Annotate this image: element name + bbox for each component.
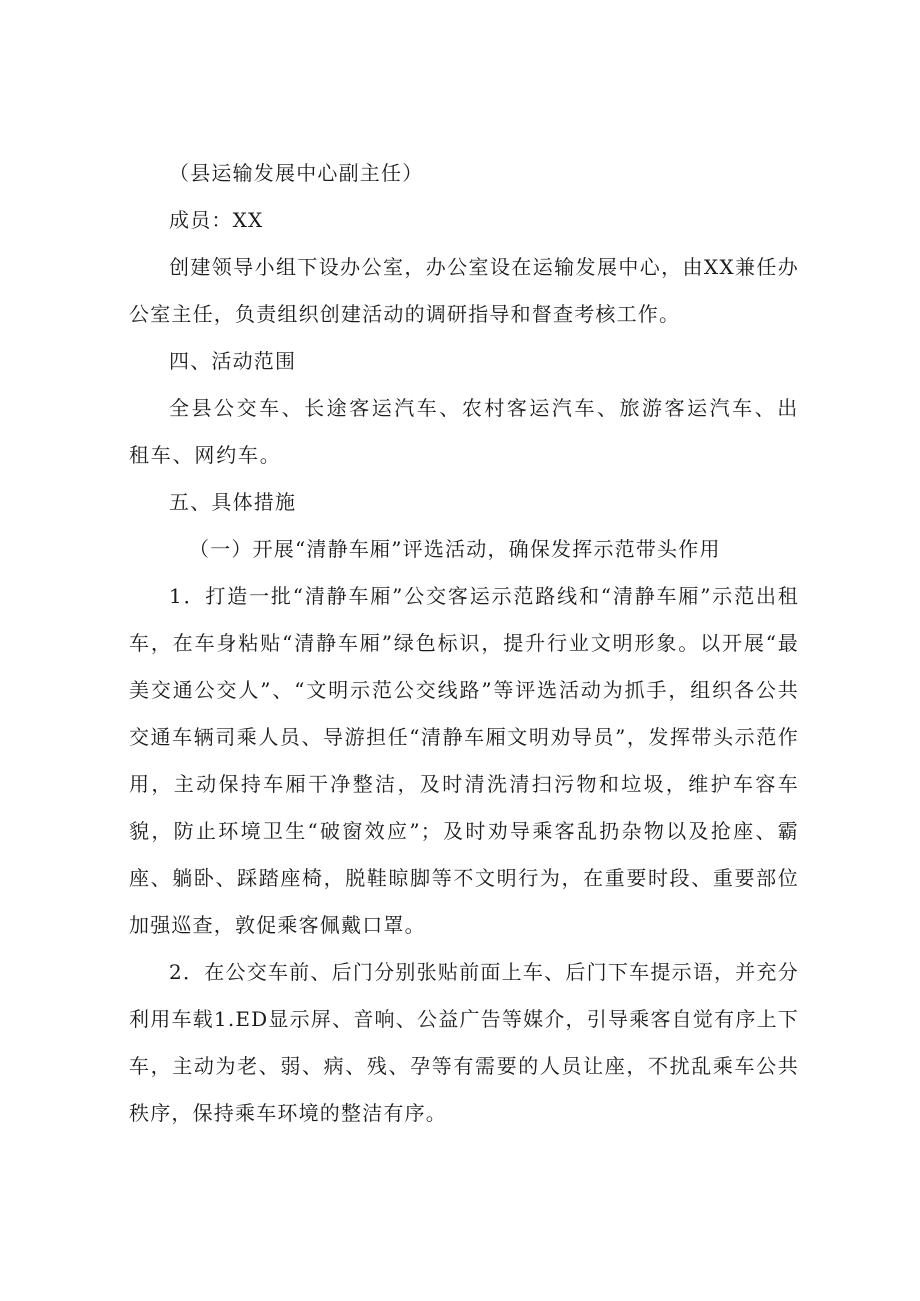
heading-activity-scope: 四、活动范围: [169, 349, 297, 373]
paragraph-deputy-director: （县运输发展中心副主任）: [169, 161, 424, 185]
paragraph-office: 创建领导小组下设办公室，办公室设在运输发展中心，由XX兼任办公室主任，负责组织创建活动的调研指导和督查考核工作。: [129, 255, 799, 326]
paragraph-measure-2: 2．在公交车前、后门分别张贴前面上车、后门下车提示语，并充分利用车载1.ED显示屏、音响、公益广告等媒介，引导乘客自觉有序上下车，主动为老、弱、病、残、孕等有需要的人员让座，不扰乱乘车公共秩序，保持乘车环境的整洁有序。: [129, 960, 799, 1125]
paragraph-activity-scope: 全县公交车、长途客运汽车、农村客运汽车、旅游客运汽车、出租车、网约车。: [129, 396, 799, 467]
heading-subsection-one: （一）开展“清静车厢”评选活动，确保发挥示范带头作用: [189, 537, 721, 561]
heading-specific-measures: 五、具体措施: [169, 490, 297, 514]
paragraph-members: 成员：XX: [169, 208, 264, 232]
paragraph-measure-1: 1．打造一批“清静车厢”公交客运示范路线和“清静车厢”示范出租车，在车身粘贴“清静车厢”绿色标识，提升行业文明形象。以开展“最美交通公交人”、“文明示范公交线路”等评选活动为抓手，组织各公共交通车辆司乘人员、导游担任“清静车厢文明劝导员”，发挥带头示范作用，主动保持车厢干净整洁，及时清洗清扫污物和垃圾，维护车容车貌，防止环境卫生“破窗效应”；及时劝导乘客乱扔杂物以及抢座、霸座、躺卧、踩踏座椅，脱鞋晾脚等不文明行为，在重要时段、重要部位加强巡查，敦促乘客佩戴口罩。: [129, 584, 799, 937]
document-body: [129, 150, 799, 1137]
